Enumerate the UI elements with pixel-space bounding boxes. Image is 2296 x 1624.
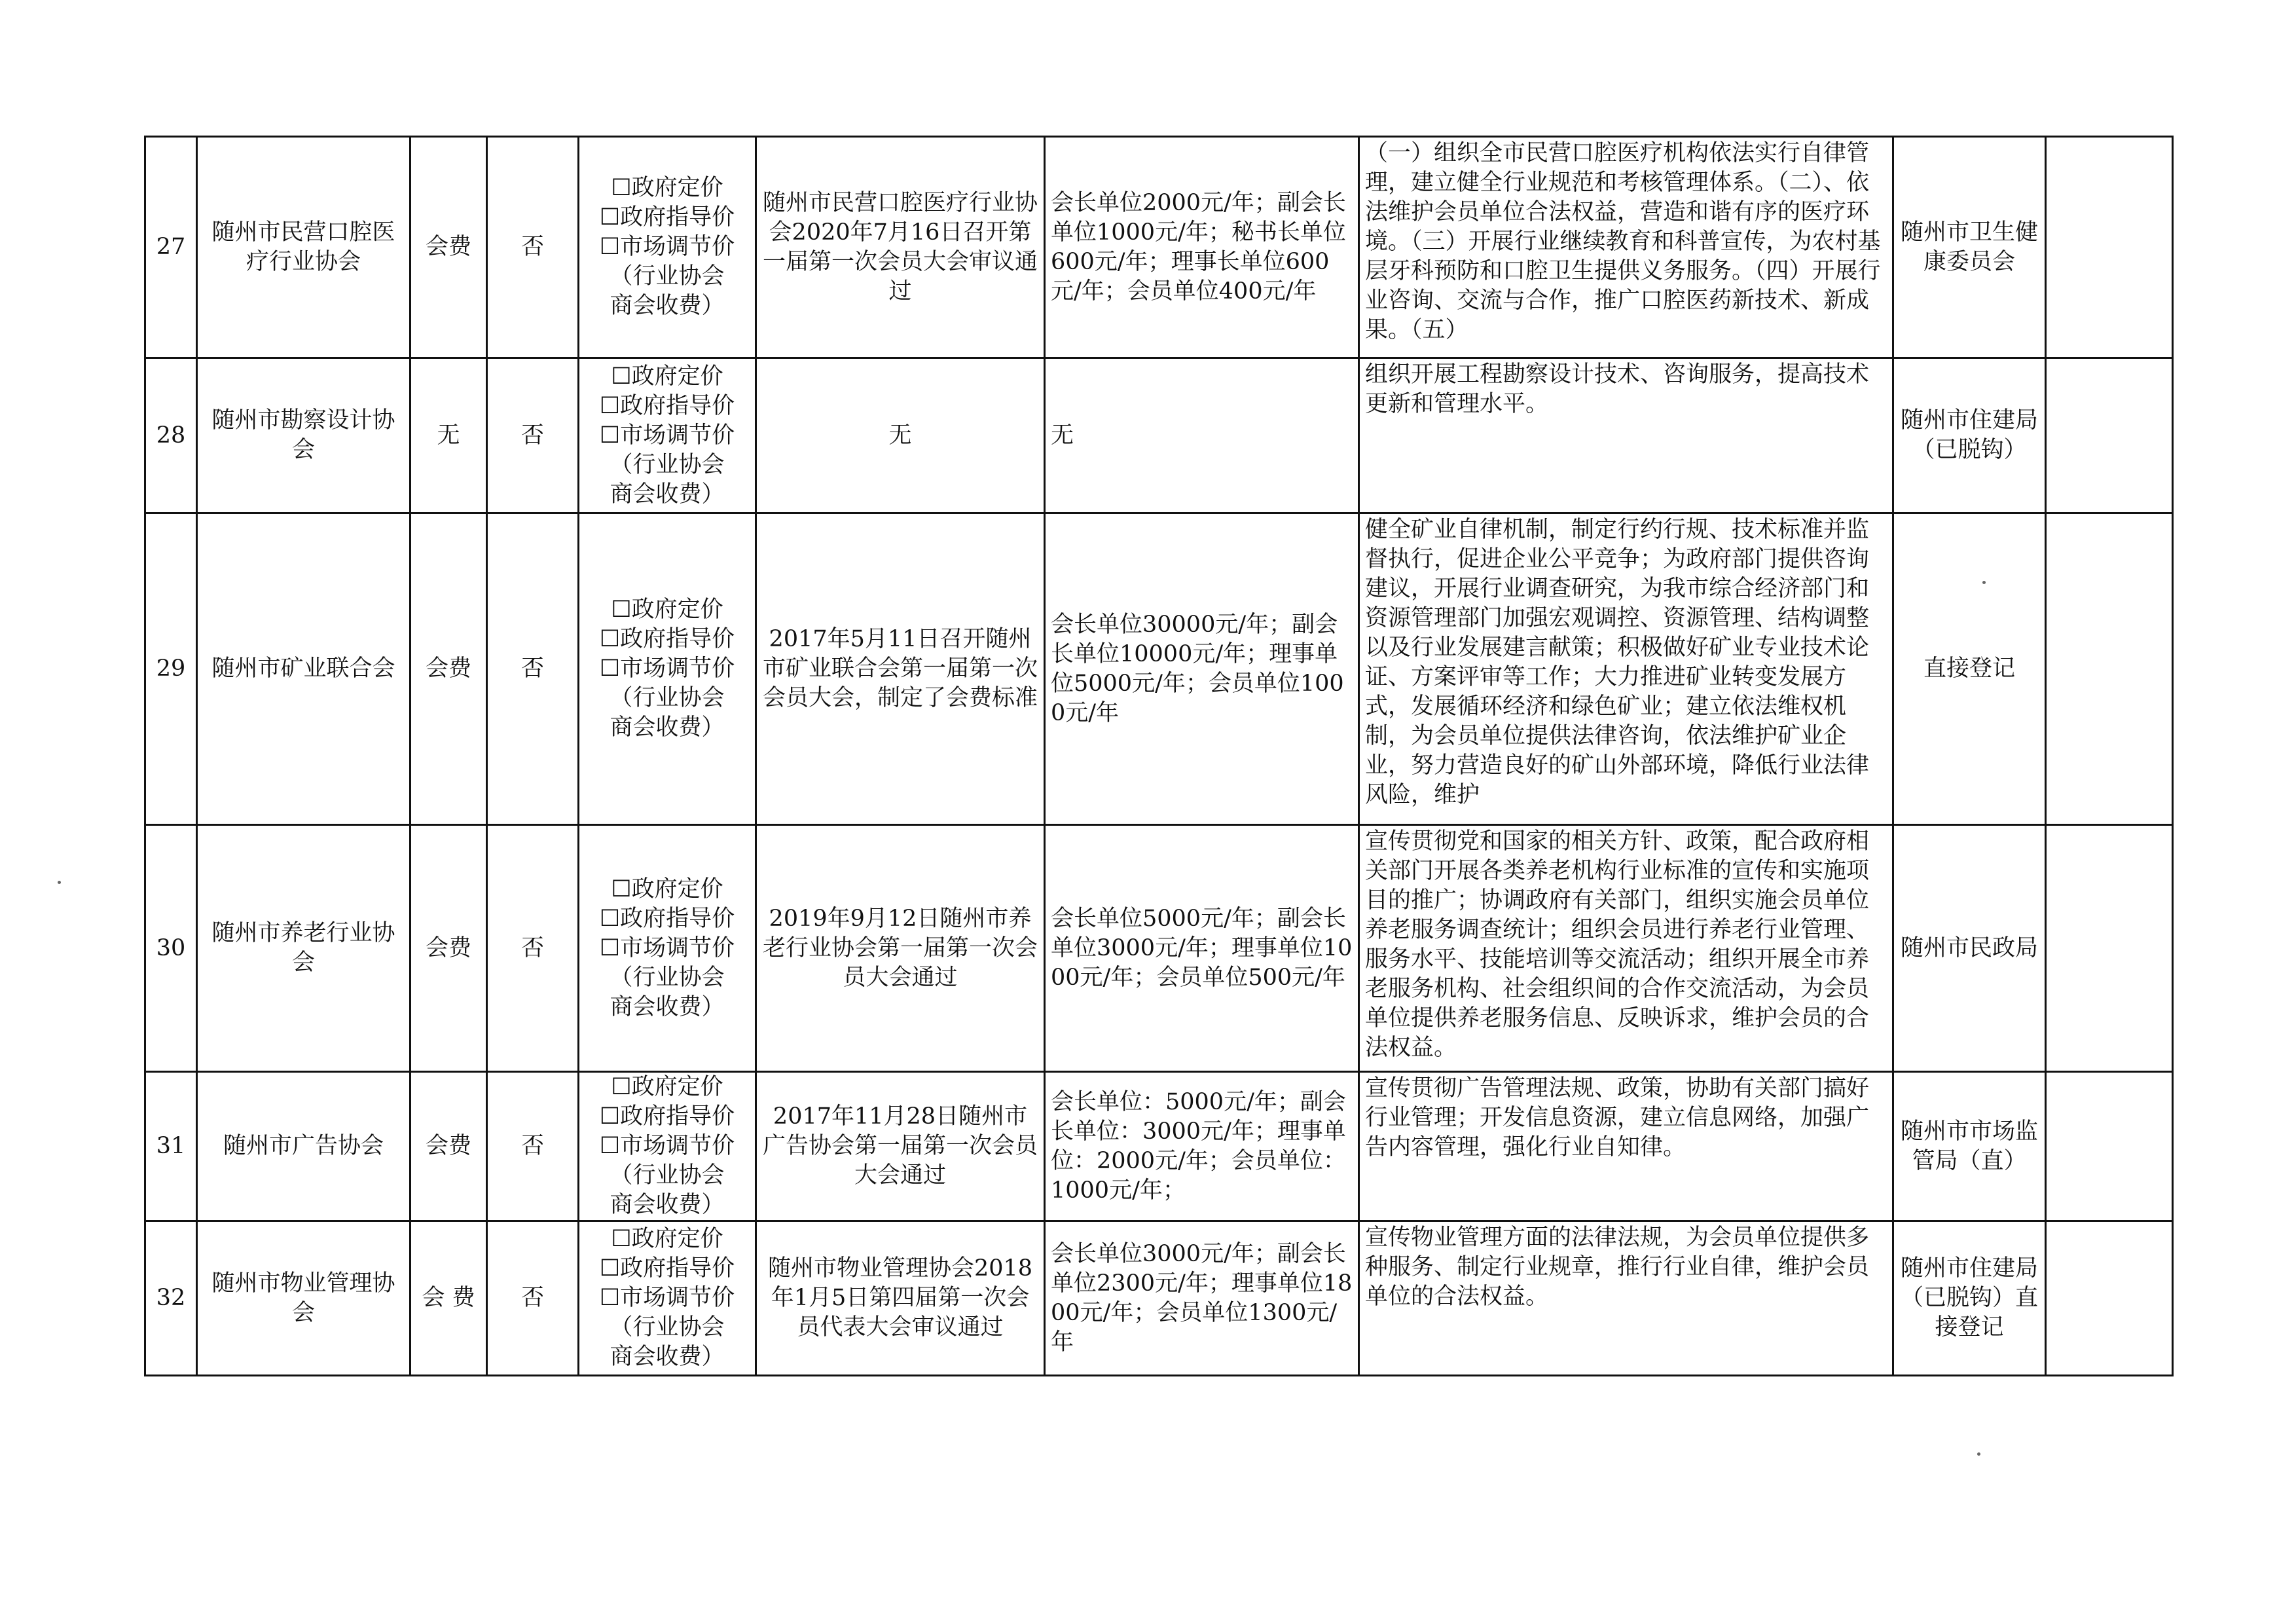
supervising-unit: 随州市市场监管局（直） — [1893, 1072, 2046, 1221]
pricing-option: ☐政府指导价 — [599, 1255, 735, 1282]
service-content-text: 宣传物业管理方面的法律法规，为会员单位提供多种服务、制定行业规章，推行行业自律，维护会员单位的合法权益。 — [1365, 1224, 1870, 1310]
pricing-option: ☐市场调节价 — [599, 422, 735, 449]
row-number: 29 — [145, 513, 197, 825]
mandatory-flag: 否 — [487, 825, 579, 1072]
mandatory-flag: 否 — [487, 1221, 579, 1376]
fee-type: 会费 — [410, 825, 487, 1072]
remarks — [2046, 358, 2173, 513]
mandatory-flag: 否 — [487, 513, 579, 825]
row-number: 27 — [145, 137, 197, 358]
fee-type: 会 费 — [410, 1221, 487, 1376]
remarks — [2046, 513, 2173, 825]
service-content-text: 宣传贯彻广告管理法规、政策，协助有关部门搞好行业管理；开发信息资源，建立信息网络，加强广告内容管理，强化行业自知律。 — [1365, 1075, 1870, 1160]
pricing-option: ☐市场调节价 — [599, 1133, 735, 1159]
pricing-option: ☐政府定价 — [611, 363, 723, 390]
pricing-note: （行业协会 — [610, 964, 725, 991]
fee-standard: 会长单位2000元/年；副会长单位1000元/年；秘书长单位600元/年；理事长单位600元/年；会员单位400元/年 — [1045, 137, 1359, 358]
mandatory-flag: 否 — [487, 358, 579, 513]
fee-type: 会费 — [410, 1072, 487, 1221]
association-name: 随州市养老行业协会 — [197, 825, 410, 1072]
pricing-option: ☐政府定价 — [611, 1074, 723, 1100]
pricing-option: ☐市场调节价 — [599, 934, 735, 961]
fee-basis: 随州市民营口腔医疗行业协会2020年7月16日召开第一届第一次会员大会审议通过 — [756, 137, 1045, 358]
fee-standard: 无 — [1045, 358, 1359, 513]
pricing-note: 商会收费） — [610, 1192, 725, 1218]
table-row — [145, 358, 2173, 513]
supervising-unit: 直接登记 — [1893, 513, 2046, 825]
pricing-option: ☐政府指导价 — [599, 392, 735, 419]
fee-basis: 2017年11月28日随州市广告协会第一届第一次会员大会通过 — [756, 1072, 1045, 1221]
row-number: 31 — [145, 1072, 197, 1221]
pricing-note: 商会收费） — [610, 481, 725, 507]
row-number: 30 — [145, 825, 197, 1072]
pricing-note: （行业协会 — [610, 1162, 725, 1189]
table-row — [145, 137, 2173, 358]
pricing-method — [579, 1072, 756, 1221]
pricing-note: 商会收费） — [610, 1344, 725, 1370]
service-content — [1359, 1072, 1893, 1221]
table-row — [145, 1221, 2173, 1376]
association-name: 随州市矿业联合会 — [197, 513, 410, 825]
fee-standard: 会长单位3000元/年；副会长单位2300元/年；理事单位1800元/年；会员单位1300元/年 — [1045, 1221, 1359, 1376]
pricing-method — [579, 137, 756, 358]
supervising-unit: 随州市住建局（已脱钩） — [1893, 358, 2046, 513]
fee-basis: 无 — [756, 358, 1045, 513]
pricing-option: ☐政府定价 — [611, 597, 723, 623]
scan-speck — [58, 881, 61, 884]
row-number: 28 — [145, 358, 197, 513]
service-content — [1359, 825, 1893, 1072]
supervising-unit: 随州市住建局（已脱钩）直接登记 — [1893, 1221, 2046, 1376]
pricing-note: （行业协会 — [610, 685, 725, 711]
service-content — [1359, 137, 1893, 358]
scan-speck — [1977, 1452, 1980, 1456]
table-row — [145, 513, 2173, 825]
pricing-method — [579, 825, 756, 1072]
association-name: 随州市勘察设计协会 — [197, 358, 410, 513]
service-content-text: （一）组织全市民营口腔医疗机构依法实行自律管理，建立健全行业规范和考核管理体系。（二）、依法维护会员单位合法权益，营造和谐有序的医疗环境。（三）开展行业继续教育和科普宣传，为农村基层牙科预防和口腔卫生提供义务服务。（四）开展行业咨询、交流与合作，推广口腔医药新技术、新成果。（五） — [1365, 139, 1881, 343]
pricing-option: ☐政府指导价 — [599, 626, 735, 652]
fee-type: 会费 — [410, 137, 487, 358]
association-name: 随州市物业管理协会 — [197, 1221, 410, 1376]
mandatory-flag: 否 — [487, 1072, 579, 1221]
pricing-option: ☐政府指导价 — [599, 1103, 735, 1130]
pricing-note: 商会收费） — [610, 293, 725, 319]
pricing-option: ☐政府指导价 — [599, 905, 735, 932]
pricing-method — [579, 1221, 756, 1376]
pricing-option: ☐市场调节价 — [599, 234, 735, 260]
fee-type: 无 — [410, 358, 487, 513]
table-row — [145, 825, 2173, 1072]
pricing-note: 商会收费） — [610, 993, 725, 1020]
pricing-option: ☐市场调节价 — [599, 655, 735, 682]
service-content-text: 组织开展工程勘察设计技术、咨询服务，提高技术更新和管理水平。 — [1365, 361, 1870, 417]
fee-basis: 随州市物业管理协会2018年1月5日第四届第一次会员代表大会审议通过 — [756, 1221, 1045, 1376]
fee-standard: 会长单位5000元/年；副会长单位3000元/年；理事单位1000元/年；会员单位500元/年 — [1045, 825, 1359, 1072]
association-name: 随州市民营口腔医疗行业协会 — [197, 137, 410, 358]
fee-basis: 2017年5月11日召开随州市矿业联合会第一届第一次会员大会，制定了会费标准 — [756, 513, 1045, 825]
remarks — [2046, 825, 2173, 1072]
service-content-text: 健全矿业自律机制，制定行约行规、技术标准并监督执行，促进企业公平竞争；为政府部门提供咨询建议，开展行业调查研究，为我市综合经济部门和资源管理部门加强宏观调控、资源管理、结构调整以及行业发展建言献策；积极做好矿业专业技术论证、方案评审等工作；大力推进矿业转变发展方式，发展循环经济和绿色矿业；建立依法维权机制，为会员单位提供法律咨询，依法维护矿业企业，努力营造良好的矿山外部环境，降低行业法律风险，维护 — [1365, 516, 1870, 808]
association-fee-table — [144, 136, 2174, 1376]
pricing-option: ☐市场调节价 — [599, 1285, 735, 1311]
pricing-option: ☐政府定价 — [611, 1226, 723, 1252]
fee-basis: 2019年9月12日随州市养老行业协会第一届第一次会员大会通过 — [756, 825, 1045, 1072]
fee-standard: 会长单位：5000元/年；副会长单位：3000元/年；理事单位：2000元/年；会员单位：1000元/年； — [1045, 1072, 1359, 1221]
service-content — [1359, 358, 1893, 513]
fee-type: 会费 — [410, 513, 487, 825]
supervising-unit: 随州市民政局 — [1893, 825, 2046, 1072]
pricing-note: （行业协会 — [610, 263, 725, 289]
pricing-option: ☐政府定价 — [611, 876, 723, 902]
supervising-unit: 随州市卫生健康委员会 — [1893, 137, 2046, 358]
mandatory-flag: 否 — [487, 137, 579, 358]
pricing-option: ☐政府指导价 — [599, 204, 735, 231]
pricing-note: （行业协会 — [610, 451, 725, 478]
table-row — [145, 1072, 2173, 1221]
remarks — [2046, 1221, 2173, 1376]
pricing-method — [579, 358, 756, 513]
service-content — [1359, 513, 1893, 825]
service-content — [1359, 1221, 1893, 1376]
remarks — [2046, 137, 2173, 358]
fee-standard: 会长单位30000元/年；副会长单位10000元/年；理事单位5000元/年；会员单位1000元/年 — [1045, 513, 1359, 825]
pricing-note: 商会收费） — [610, 714, 725, 741]
pricing-option: ☐政府定价 — [611, 175, 723, 201]
service-content-text: 宣传贯彻党和国家的相关方针、政策，配合政府相关部门开展各类养老机构行业标准的宣传和实施项目的推广；协调政府有关部门，组织实施会员单位养老服务调查统计；组织会员进行养老行业管理、服务水平、技能培训等交流活动；组织开展全市养老服务机构、社会组织间的合作交流活动，为会员单位提供养老服务信息、反映诉求，维护会员的合法权益。 — [1365, 828, 1870, 1061]
pricing-note: （行业协会 — [610, 1314, 725, 1340]
remarks — [2046, 1072, 2173, 1221]
association-name: 随州市广告协会 — [197, 1072, 410, 1221]
pricing-method — [579, 513, 756, 825]
row-number: 32 — [145, 1221, 197, 1376]
